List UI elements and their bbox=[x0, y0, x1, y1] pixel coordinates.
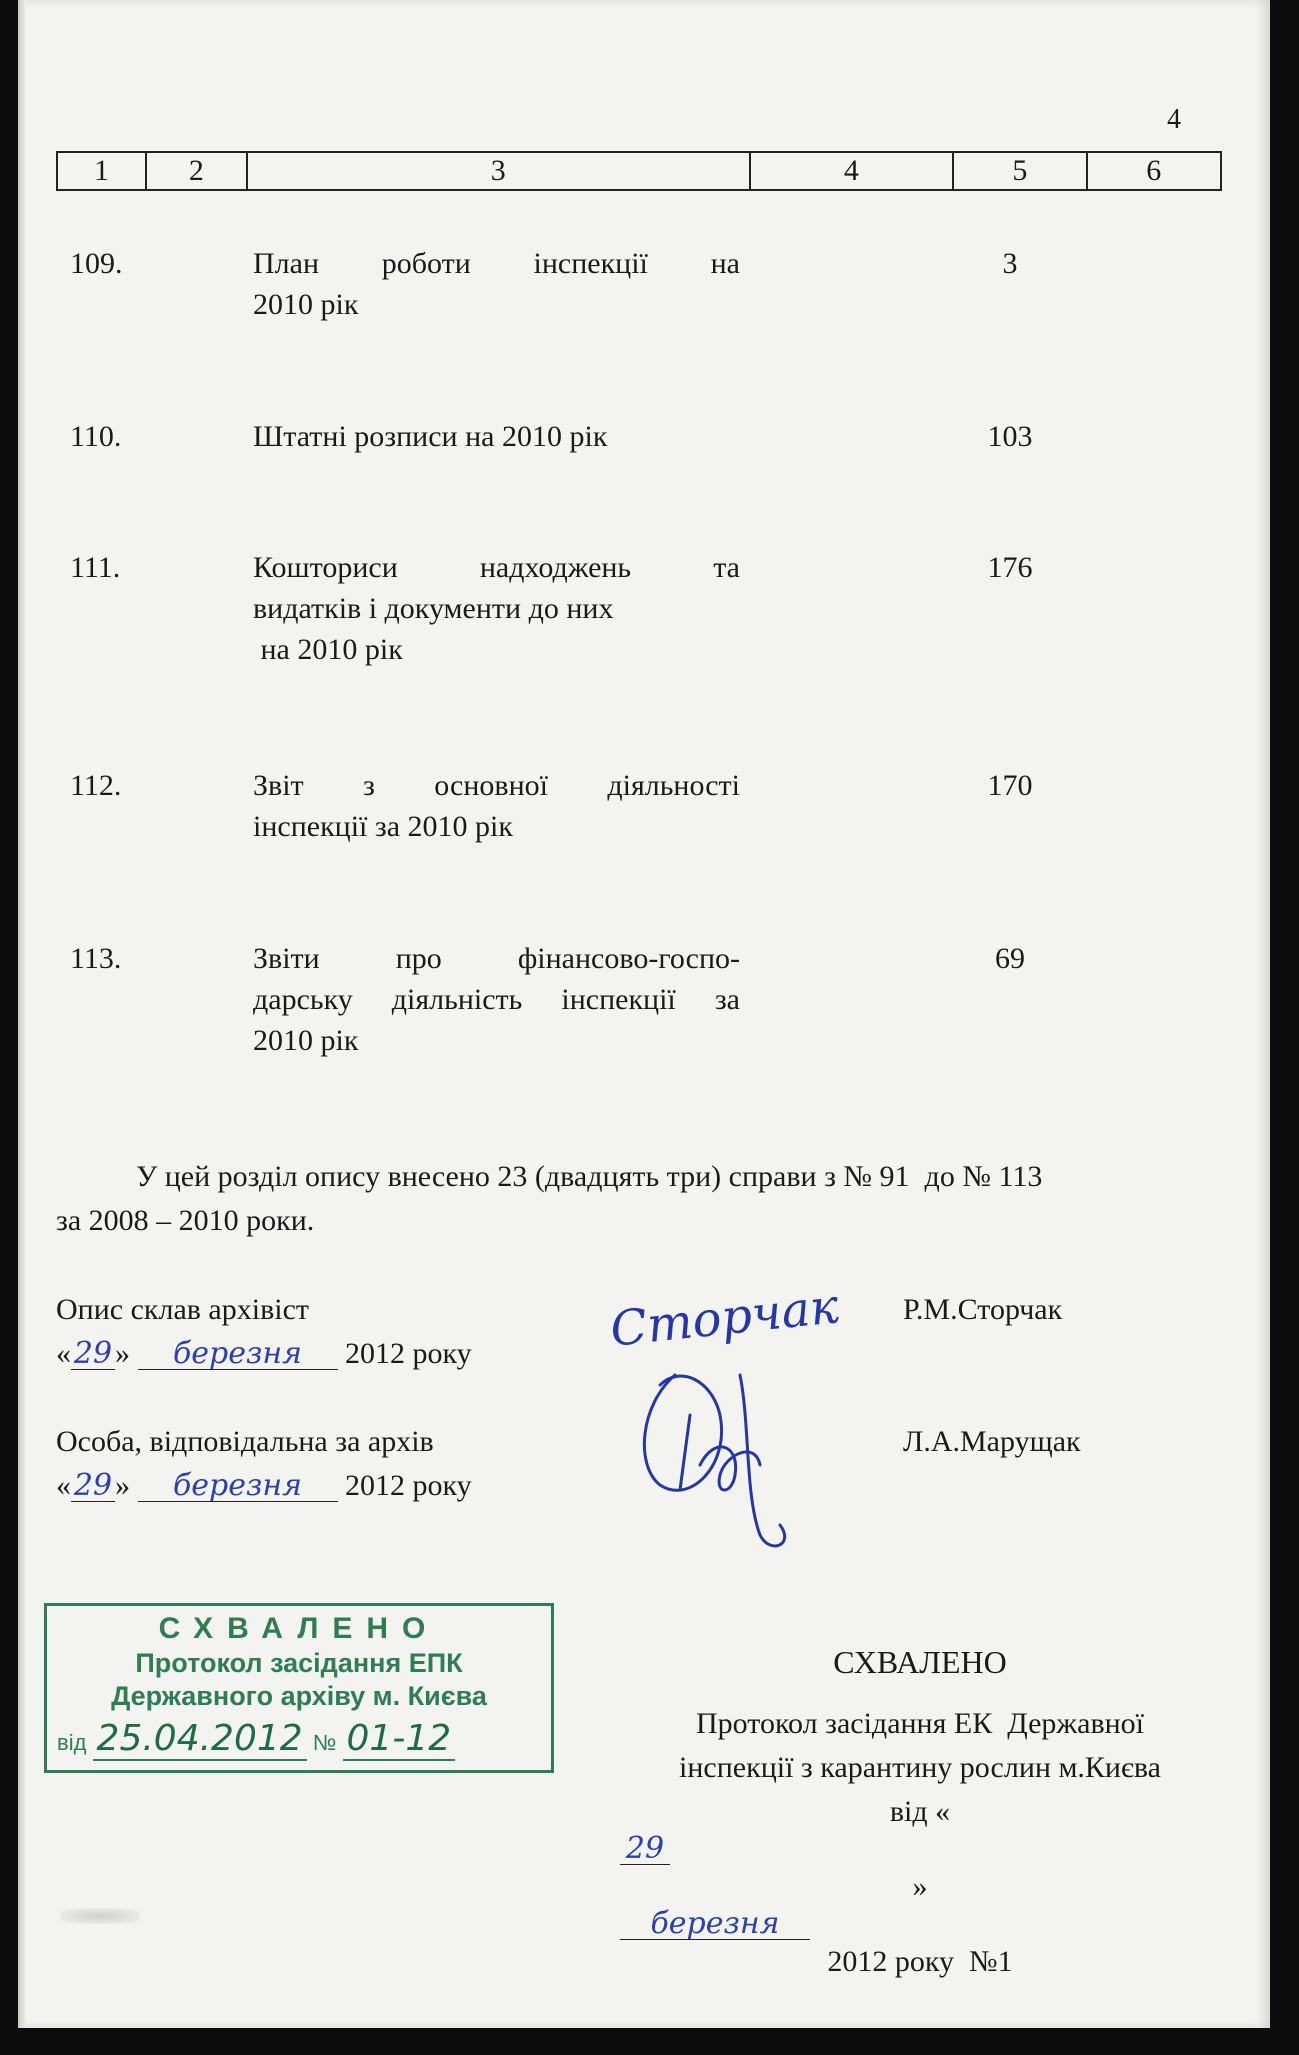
archivist-handwritten-signature: Сторчак bbox=[607, 1278, 842, 1358]
archivist-date bbox=[56, 1332, 472, 1376]
signature-stroke-path bbox=[644, 1375, 784, 1546]
quote-open: « bbox=[56, 1469, 71, 1502]
responsible-signature-scribble bbox=[620, 1345, 820, 1575]
responsible-month: березня bbox=[138, 1471, 338, 1502]
row-number: 110. bbox=[70, 420, 122, 453]
row-title-line: План роботи інспекції на bbox=[253, 247, 740, 280]
row-title bbox=[253, 938, 740, 1061]
stamp-date-row bbox=[47, 1718, 551, 1761]
row-title bbox=[253, 243, 740, 325]
row-sheet-count: 170 bbox=[987, 769, 1033, 802]
stamp-number-label: № bbox=[312, 1730, 337, 1755]
header-col-1: 1 bbox=[58, 153, 147, 189]
quote-close: » bbox=[912, 1870, 928, 1903]
page-number: 4 bbox=[1167, 104, 1181, 135]
row-title-line: видатків і документи до них bbox=[253, 592, 614, 625]
approval-year: 2012 року №1 bbox=[827, 1945, 1013, 1978]
archivist-signature-block bbox=[56, 1288, 472, 1376]
commission-approval bbox=[620, 1640, 1220, 1984]
stamp-line: Державного архіву м. Києва bbox=[111, 1681, 487, 1711]
row-title-line: 2010 рік bbox=[253, 288, 359, 321]
stamp-date: 25.04.2012 bbox=[93, 1718, 307, 1761]
row-sheet-count: 69 bbox=[995, 942, 1025, 975]
row-number: 109. bbox=[70, 247, 123, 280]
approval-title: СХВАЛЕНО bbox=[833, 1644, 1007, 1680]
archivist-month: березня bbox=[138, 1339, 338, 1370]
stamp-from-label: від bbox=[57, 1730, 87, 1755]
row-title bbox=[253, 547, 740, 670]
header-col-4: 4 bbox=[751, 153, 955, 189]
row-number: 111. bbox=[70, 551, 121, 584]
approval-day: 29 bbox=[620, 1834, 670, 1865]
archivist-year: 2012 року bbox=[345, 1337, 472, 1370]
approval-date-row bbox=[620, 1790, 1220, 1984]
responsible-date bbox=[56, 1464, 472, 1508]
stamp-line: Протокол засідання ЕПК bbox=[135, 1648, 463, 1678]
summary-line: за 2008 – 2010 роки. bbox=[56, 1204, 315, 1237]
responsible-signature-block bbox=[56, 1420, 472, 1508]
ink-smudge bbox=[60, 1908, 140, 1924]
archivist-day: 29 bbox=[71, 1339, 115, 1370]
row-title-line: на 2010 рік bbox=[253, 633, 403, 666]
archivist-name: Р.М.Сторчак bbox=[903, 1293, 1063, 1326]
archivist-label: Опис склав архівіст bbox=[56, 1293, 310, 1326]
header-col-3: 3 bbox=[248, 153, 751, 189]
row-title bbox=[253, 416, 740, 457]
row-number: 113. bbox=[70, 942, 122, 975]
row-title-line: Штатні розписи на 2010 рік bbox=[253, 420, 608, 453]
row-title-line: інспекції за 2010 рік bbox=[253, 810, 513, 843]
column-header-table bbox=[56, 151, 1222, 191]
approval-line: Протокол засідання ЕК Державної bbox=[696, 1707, 1144, 1740]
row-title-line: Звіти про фінансово-госпо- bbox=[253, 942, 740, 975]
quote-close: » bbox=[115, 1337, 130, 1370]
quote-open: « bbox=[56, 1337, 71, 1370]
row-title-line: Звіт з основної діяльності bbox=[253, 769, 740, 802]
row-sheet-count: 176 bbox=[987, 551, 1033, 584]
header-col-5: 5 bbox=[954, 153, 1087, 189]
header-col-2: 2 bbox=[147, 153, 248, 189]
approval-line: інспекції з карантину рослин м.Києва bbox=[679, 1751, 1161, 1784]
header-col-6: 6 bbox=[1146, 154, 1162, 187]
summary-line: У цей розділ опису внесено 23 (двадцять три) справи з № 91 до № 113 bbox=[136, 1160, 1043, 1193]
section-summary bbox=[56, 1155, 1176, 1243]
approval-from-label: від « bbox=[889, 1795, 951, 1828]
row-title-line: Кошториси надходжень та bbox=[253, 551, 740, 584]
row-title-line: дарську діяльність інспекції за bbox=[253, 983, 740, 1016]
responsible-label: Особа, відповідальна за архів bbox=[56, 1425, 434, 1458]
stamp-title: СХВАЛЕНО bbox=[158, 1612, 440, 1645]
approval-stamp bbox=[44, 1603, 554, 1773]
page-spine bbox=[18, 0, 26, 2028]
row-sheet-count: 3 bbox=[1002, 247, 1018, 280]
approval-month: березня bbox=[620, 1909, 810, 1940]
row-sheet-count: 103 bbox=[987, 420, 1033, 453]
quote-close: » bbox=[115, 1469, 130, 1502]
responsible-day: 29 bbox=[71, 1471, 115, 1502]
responsible-name: Л.А.Марущак bbox=[903, 1425, 1081, 1458]
stamp-number: 01-12 bbox=[343, 1718, 456, 1761]
responsible-year: 2012 року bbox=[345, 1469, 472, 1502]
row-number: 112. bbox=[70, 769, 122, 802]
row-title-line: 2010 рік bbox=[253, 1024, 359, 1057]
row-title bbox=[253, 765, 740, 847]
